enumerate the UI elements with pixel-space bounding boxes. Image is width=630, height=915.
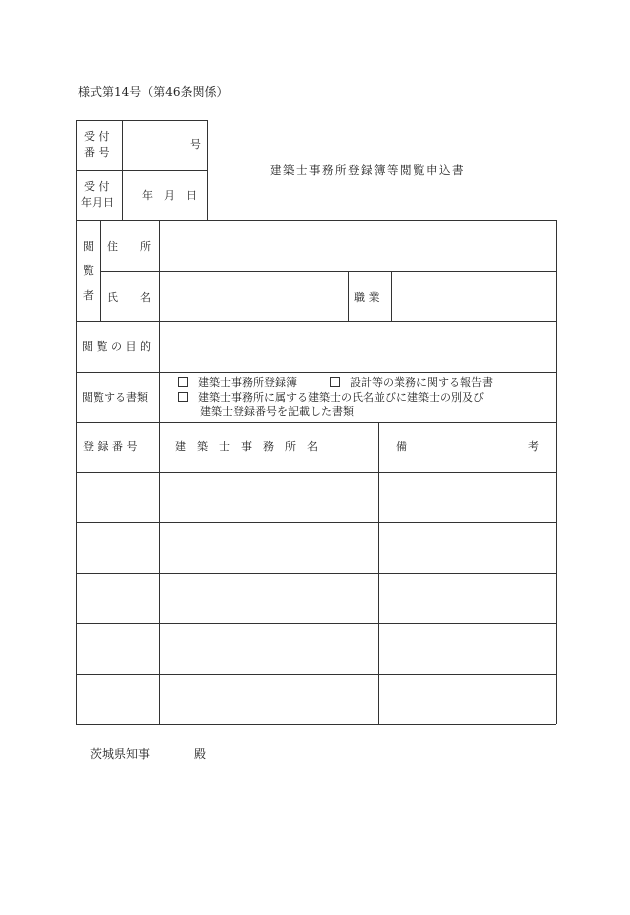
honorific: 殿 (194, 747, 207, 761)
remarks-cell[interactable] (381, 626, 552, 671)
address-field[interactable] (162, 223, 552, 268)
remarks-cell[interactable] (381, 525, 552, 570)
remarks-cell[interactable] (381, 576, 552, 620)
occupation-field[interactable] (394, 274, 552, 319)
name-field[interactable] (162, 274, 345, 319)
reg-no-cell[interactable] (79, 677, 156, 721)
documents-option-1-text: 建築士事務所登録簿 (198, 376, 297, 389)
addressee: 茨城県知事 (90, 747, 151, 761)
documents-option-3[interactable] (178, 392, 484, 403)
reg-no-cell[interactable] (79, 576, 156, 620)
receipt-number-label-1: 受 付 (84, 130, 110, 143)
form-number-label: 様式第14号（第46条関係） (78, 85, 229, 99)
form-title: 建築士事務所登録簿等閲覧申込書 (270, 163, 465, 177)
remarks-cell[interactable] (381, 475, 552, 519)
applicant-label-1: 閲 (83, 240, 94, 253)
receipt-date-label-1: 受 付 (84, 180, 110, 193)
col-header-reg-no: 登 録 番 号 (83, 440, 138, 453)
receipt-date-label-2: 年月日 (81, 196, 114, 209)
col-header-remarks-1: 備 (396, 440, 407, 453)
office-name-cell[interactable] (162, 677, 375, 721)
receipt-number-suffix: 号 (190, 138, 201, 151)
applicant-label-3: 者 (83, 289, 94, 302)
documents-option-3-text-1: 建築士事務所に属する建築士の氏名並びに建築士の別及び (198, 391, 484, 404)
checkbox-registry[interactable] (178, 377, 188, 387)
remarks-cell[interactable] (381, 677, 552, 721)
checkbox-architect-list[interactable] (178, 392, 188, 402)
reg-no-cell[interactable] (79, 525, 156, 570)
address-label: 住 所 (107, 240, 151, 253)
name-label: 氏 名 (107, 291, 151, 304)
purpose-field[interactable] (162, 324, 552, 369)
office-name-cell[interactable] (162, 475, 375, 519)
office-name-cell[interactable] (162, 626, 375, 671)
purpose-label: 閲 覧 の 目 的 (82, 340, 151, 353)
col-header-remarks-2: 考 (528, 440, 539, 453)
documents-option-3-text-2: 建築士登録番号を記載した書類 (200, 405, 354, 418)
receipt-number-label-2: 番 号 (84, 146, 110, 159)
col-header-office-name: 建 築 士 事 務 所 名 (175, 440, 318, 453)
occupation-label: 職 業 (354, 291, 380, 304)
office-name-cell[interactable] (162, 576, 375, 620)
checkbox-business-report[interactable] (330, 377, 340, 387)
documents-option-1[interactable] (178, 377, 297, 388)
applicant-label-2: 覧 (83, 264, 94, 277)
receipt-number-field[interactable] (126, 132, 186, 154)
documents-label: 閲覧する書類 (82, 391, 148, 404)
reg-no-cell[interactable] (79, 626, 156, 671)
office-name-cell[interactable] (162, 525, 375, 570)
reg-no-cell[interactable] (79, 475, 156, 519)
receipt-date-format: 年 月 日 (142, 189, 197, 202)
documents-option-2[interactable] (330, 377, 493, 388)
documents-option-2-text: 設計等の業務に関する報告書 (350, 376, 493, 389)
